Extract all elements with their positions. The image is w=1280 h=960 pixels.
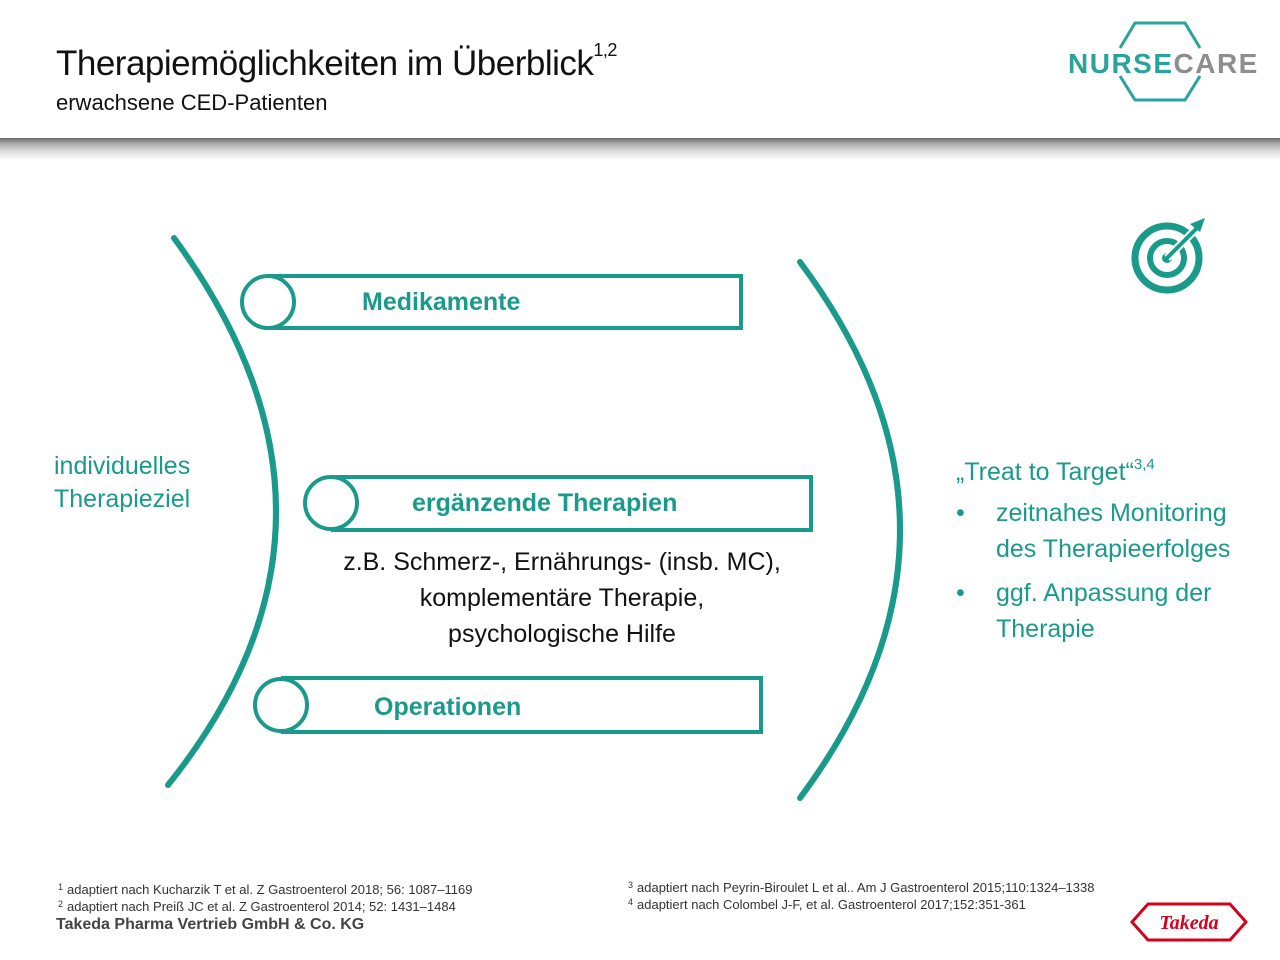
footnote [58, 898, 472, 915]
left-label-line-2: Therapieziel [54, 485, 191, 513]
left-label-line-1: individuelles [54, 452, 191, 480]
takeda-logo-text: Takeda [1159, 912, 1219, 934]
logo-nurse: NURSE [1068, 48, 1174, 79]
treat-to-target-footnote-ref: 3,4 [1133, 456, 1155, 473]
company-name: Takeda Pharma Vertrieb GmbH & Co. KG [56, 916, 365, 933]
takeda-logo [1126, 900, 1252, 944]
examples-line-1: z.B. Schmerz-, Ernährungs- (insb. MC), [343, 548, 781, 576]
examples-line-3: psychologische Hilfe [448, 620, 676, 648]
takeda-logo-mark [1126, 900, 1252, 944]
footnote-number: 2 [58, 899, 64, 909]
left-label [54, 450, 190, 516]
treat-to-target-heading [956, 458, 1276, 487]
footnote [58, 881, 472, 898]
bullet-dot: • [956, 579, 965, 607]
footnote-number: 4 [628, 897, 634, 907]
footnote-text: adaptiert nach Peyrin-Biroulet L et al.. Am J Gastroenterol 2015;110:1324–1338 [637, 880, 1095, 895]
examples-text [322, 544, 802, 652]
bar-label-operationen: Operationen [374, 693, 522, 721]
bullet-line: zeitnahes Monitoring [996, 499, 1227, 527]
bullet-dot: • [956, 499, 965, 527]
bar-label-ergaenzende-therapien: ergänzende Therapien [412, 489, 678, 517]
treat-to-target-block [956, 458, 1276, 647]
footnotes-right [628, 879, 1094, 913]
logo-care: CARE [1173, 48, 1259, 79]
footnote-text: adaptiert nach Colombel J-F, et al. Gastroenterol 2017;152:351-361 [637, 897, 1026, 912]
page-title-text: Therapiemöglichkeiten im Überblick [56, 44, 594, 83]
page-subtitle: erwachsene CED-Patienten [56, 90, 328, 115]
footnote-number: 1 [58, 882, 64, 892]
bullet-line: ggf. Anpassung der [996, 579, 1212, 607]
bullet-line: Therapie [996, 615, 1095, 643]
bullet-item [956, 575, 1276, 647]
right-arc [800, 262, 900, 798]
bullet-line: des Therapieerfolges [996, 535, 1231, 563]
footnote [628, 879, 1094, 896]
target-arrow-icon [1135, 218, 1205, 290]
footnote-text: adaptiert nach Preiß JC et al. Z Gastroenterol 2014; 52: 1431–1484 [67, 899, 456, 914]
footnote [628, 896, 1094, 913]
title-footnote-ref: 1,2 [593, 40, 617, 60]
examples-line-2: komplementäre Therapie, [419, 584, 705, 612]
treat-to-target-title: „Treat to Target“ [956, 458, 1134, 486]
footnote-text: adaptiert nach Kucharzik T et al. Z Gastroenterol 2018; 56: 1087–1169 [67, 882, 473, 897]
footnotes-left [58, 881, 472, 915]
bullet-item [956, 495, 1276, 567]
footnote-number: 3 [628, 880, 634, 890]
bar-label-medikamente: Medikamente [362, 288, 521, 316]
